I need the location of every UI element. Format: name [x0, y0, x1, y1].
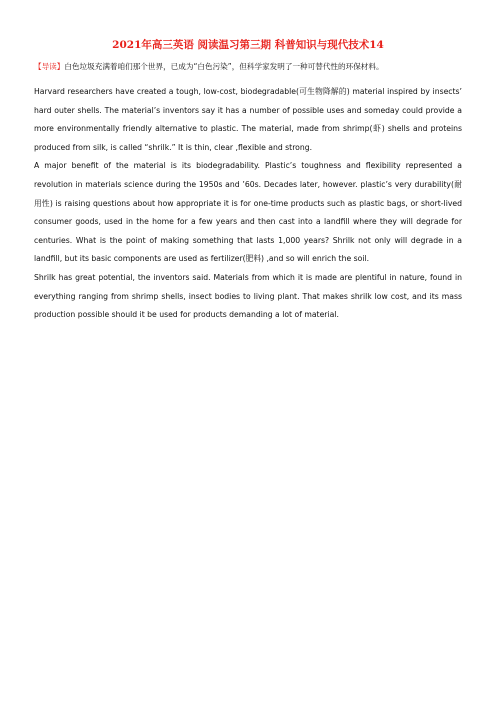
intro-text: 白色垃圾充满着咱们那个世界，已成为“白色污染”，但科学家发明了一种可替代性的环保材料。 [64, 62, 384, 71]
paragraph-1: Harvard researchers have created a tough, low-cost, biodegradable(可生物降解的) material inspired by insects’ hard outer shells. The material’s inventors say it has a number of possible uses and someday could provide a more environmentally friendly alternative to plastic. The material, made from shrimp(虾) shells and proteins produced from silk, is called “shrilk.” It is thin, clear ,flexible and strong. [34, 87, 462, 152]
document-page [34, 38, 462, 325]
intro-line [34, 61, 462, 72]
intro-tag: 【导读】 [34, 62, 65, 71]
paragraph-2: A major benefit of the material is its biodegradability. Plastic’s toughness and flexibility represented a revolution in materials science during the 1950s and ’60s. Decades later, however. plastic’s very durability(耐用性) is raising questions about how appropriate it is for one-time products such as plastic bags, or short-lived consumer goods, used in the home for a few years and then cast into a landfill where they will degrade for centuries. What is the point of making something that lasts 1,000 years? Shrilk not only will degrade in a landfill, but its basic components are used as fertilizer(肥料) ,and so will enrich the soil. [34, 161, 462, 264]
paragraph-3: Shrilk has great potential, the inventors said. Materials from which it is made are plentiful in nature, found in everything ranging from shrimp shells, insect bodies to living plant. That makes shrilk low cost, and its mass production possible should it be used for products demanding a lot of material. [34, 272, 462, 320]
document-title: 2021年高三英语 阅读温习第三期 科普知识与现代技术14 [112, 39, 384, 51]
